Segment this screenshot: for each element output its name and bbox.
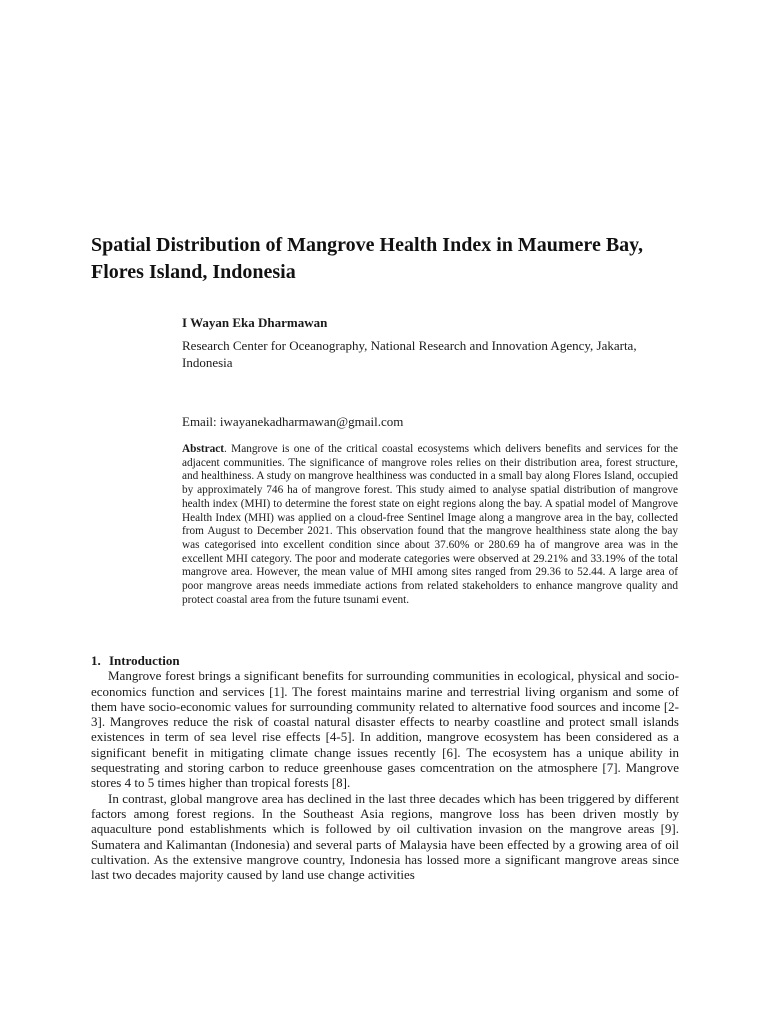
section-heading xyxy=(91,653,679,668)
paper-title: Spatial Distribution of Mangrove Health Index in Maumere Bay, Flores Island, Indonesia xyxy=(91,234,644,283)
author-affiliation: Research Center for Oceanography, National Research and Innovation Agency, Jakarta, Indonesia xyxy=(182,338,637,370)
author-name: I Wayan Eka Dharmawan xyxy=(182,315,328,330)
section-title: Introduction xyxy=(109,653,180,668)
abstract-label: Abstract xyxy=(182,443,225,455)
paragraph: Mangrove forest brings a significant benefits for surrounding communities in ecological, physical and socio-economics function and services [1]. The forest maintains marine and terrestrial living organism and some of them have socio-economic values for surrounding community related to alternative food sources and income [2-3]. Mangroves reduce the risk of coastal natural disaster effects to nearby coastline and protect small islands existences in term of sea level rise effects [4-5]. In addition, mangrove ecosystem has been considered as a significant benefit in mitigating climate change issues recently [6]. The ecosystem has a unique ability in sequestrating and storing carbon to reduce greenhouse gases comcentration on the atmosphere [7]. Mangrove stores 4 to 5 times higher than tropical forests [8]. xyxy=(91,668,679,791)
abstract-text: . Mangrove is one of the critical coastal ecosystems which delivers benefits and services for the adjacent communities. The significance of mangrove roles relies on their distribution area, forest structure, and healthiness. A study on mangrove healthiness was conducted in a small bay along Flores Island, occupied by approximately 746 ha of mangrove forest. This study aimed to analyse spatial distribution of mangrove health index (MHI) to determine the forest state on eight regions along the bay. A spatial model of Mangrove Health Index (MHI) was applied on a cloud-free Sentinel Image along a mangrove area in the bay, collected from August to December 2021. This observation found that the mangrove healthiness state along the bay was categorised into excellent condition since about 37.60% or 280.69 ha of mangrove area was in the excellent MHI category. The poor and moderate categories were observed at 29.21% and 33.19% of the total mangrove area. However, the mean value of MHI among sites ranged from 29.36 to 52.44. A large area of poor mangrove areas needs immediate actions from related stakeholders to enhance mangrove quality and protect coastal area from the future tsunami event. xyxy=(182,443,678,606)
section-number: 1. xyxy=(91,653,101,668)
author-block xyxy=(182,314,682,370)
section-introduction xyxy=(91,653,679,882)
abstract xyxy=(182,443,678,608)
paragraph: In contrast, global mangrove area has declined in the last three decades which has been triggered by different factors among forest regions. In the Southeast Asia regions, mangrove loss has been driven mostly by aquaculture pond establishments which is followed by oil cultivation invasion on the mangrove areas [9]. Sumatera and Kalimantan (Indonesia) and several parts of Malaysia have been effected by a growing area of oil cultivation. As the extensive mangrove country, Indonesia has lossed more a significant mangrove areas since last two decades majority caused by land use change activities xyxy=(91,790,679,883)
author-email: Email: iwayanekadharmawan@gmail.com xyxy=(182,414,404,429)
